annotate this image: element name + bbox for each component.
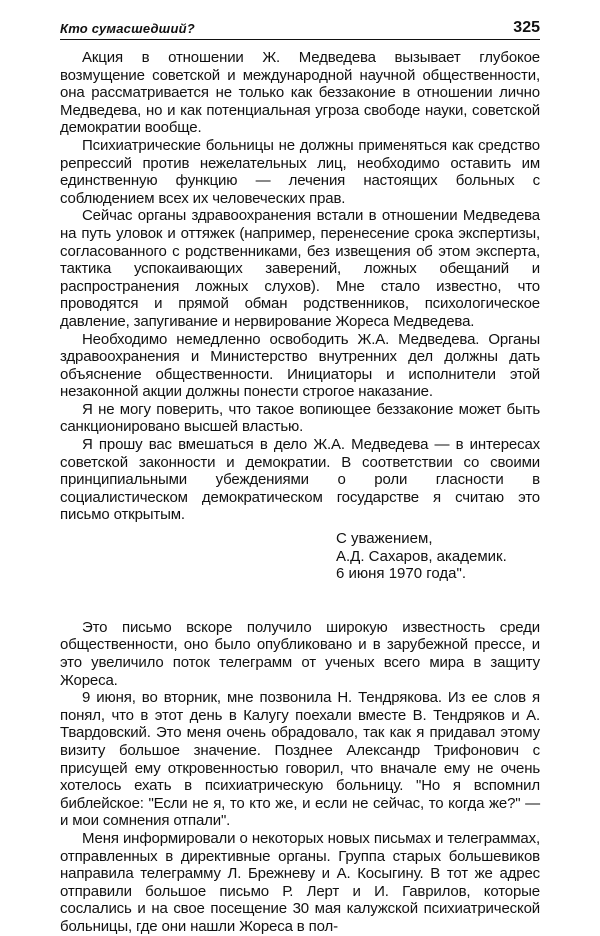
signature-date: 6 июня 1970 года". [336,565,466,583]
signature-name: А.Д. Сахаров, академик. [336,547,507,565]
narrative-paragraph-1: Это письмо вскоре получило широкую известность среди общественности, оно было опубликовано и в зарубежной прессе, и это увеличило поток телеграмм от ученых всего мира в защиту Жореса. [60,618,540,689]
letter-paragraph-4: Необходимо немедленно освободить Ж.А. Медведева. Органы здравоохранения и Министерство внутренних дел должны дать объяснение общественности. Инициаторы и исполнители этой незаконной акции должны понести строгое наказание. [60,330,540,401]
page-number: 325 [513,19,540,36]
running-title: Кто сумасшедший? [60,21,195,36]
running-head [60,14,540,36]
section-gap [60,583,540,619]
letter-paragraph-5: Я не могу поверить, что такое вопиющее беззаконие может быть санкционировано высшей властью. [60,400,540,436]
narrative-paragraph-2: 9 июня, во вторник, мне позвонила Н. Тендрякова. Из ее слов я понял, что в этот день в Калугу поехали вместе В. Тендряков и А. Твардовский. Это меня очень обрадовало, так как я придавал этому визиту большое значение. Позднее Александр Трифонович с присущей ему откровенностью говорил, что вначале ему не очень хотелось ехать в психиатрическую больницу. "Но я вспомнил библейское: "Если не я, то кто же, и если не сейчас, то когда же?" — и мои сомнения отпали". [60,689,540,830]
book-page [60,14,540,936]
letter-paragraph-3: Сейчас органы здравоохранения встали в отношении Медведева на путь уловок и оттяжек (например, перенесение срока экспертизы, согласованного с родственниками, без извещения об этом эксперта, тактика успокаивающих заверений, ложных обещаний и распространения ложных слухов). Мне стало известно, что проводятся и прямой обман родственников, психологическое давление, запугивание и нервирование Жореса Медведева. [60,207,540,330]
letter-paragraph-1: Акция в отношении Ж. Медведева вызывает глубокое возмущение советской и международной научной общественности, она рассматривается не только как беззаконие в отношении лично Медведева, но и как потенциальная угроза свободе науки, советской демократии вообще. [60,49,540,137]
header-rule [60,39,540,40]
signature-closing: С уважением, [336,530,433,548]
letter-paragraph-2: Психиатрические больницы не должны применяться как средство репрессий против нежелательных лиц, необходимо оставить им единственную функцию — лечения настоящих больных с соблюдением всех их человеческих прав. [60,136,540,207]
letter-paragraph-6: Я прошу вас вмешаться в дело Ж.А. Медведева — в интересах советской законности и демократии. В соответствии со своими принципиальными убеждениями о роли гласности в социалистическом демократическом государстве я считаю это письмо открытым. [60,436,540,524]
letter-body [60,49,540,524]
narrative-paragraph-3: Меня информировали о некоторых новых письмах и телеграммах, отправленных в директивные органы. Группа старых большевиков направила телеграмму Л. Брежневу и А. Косыгину. В тот же адрес отправили большое письмо Р. Лерт и И. Гаврилов, которые сослались и на свое посещение 30 мая калужской психиатрической больницы, где они нашли Жореса в пол- [60,829,540,935]
narrative-body [60,619,540,936]
letter-signature [336,530,540,583]
